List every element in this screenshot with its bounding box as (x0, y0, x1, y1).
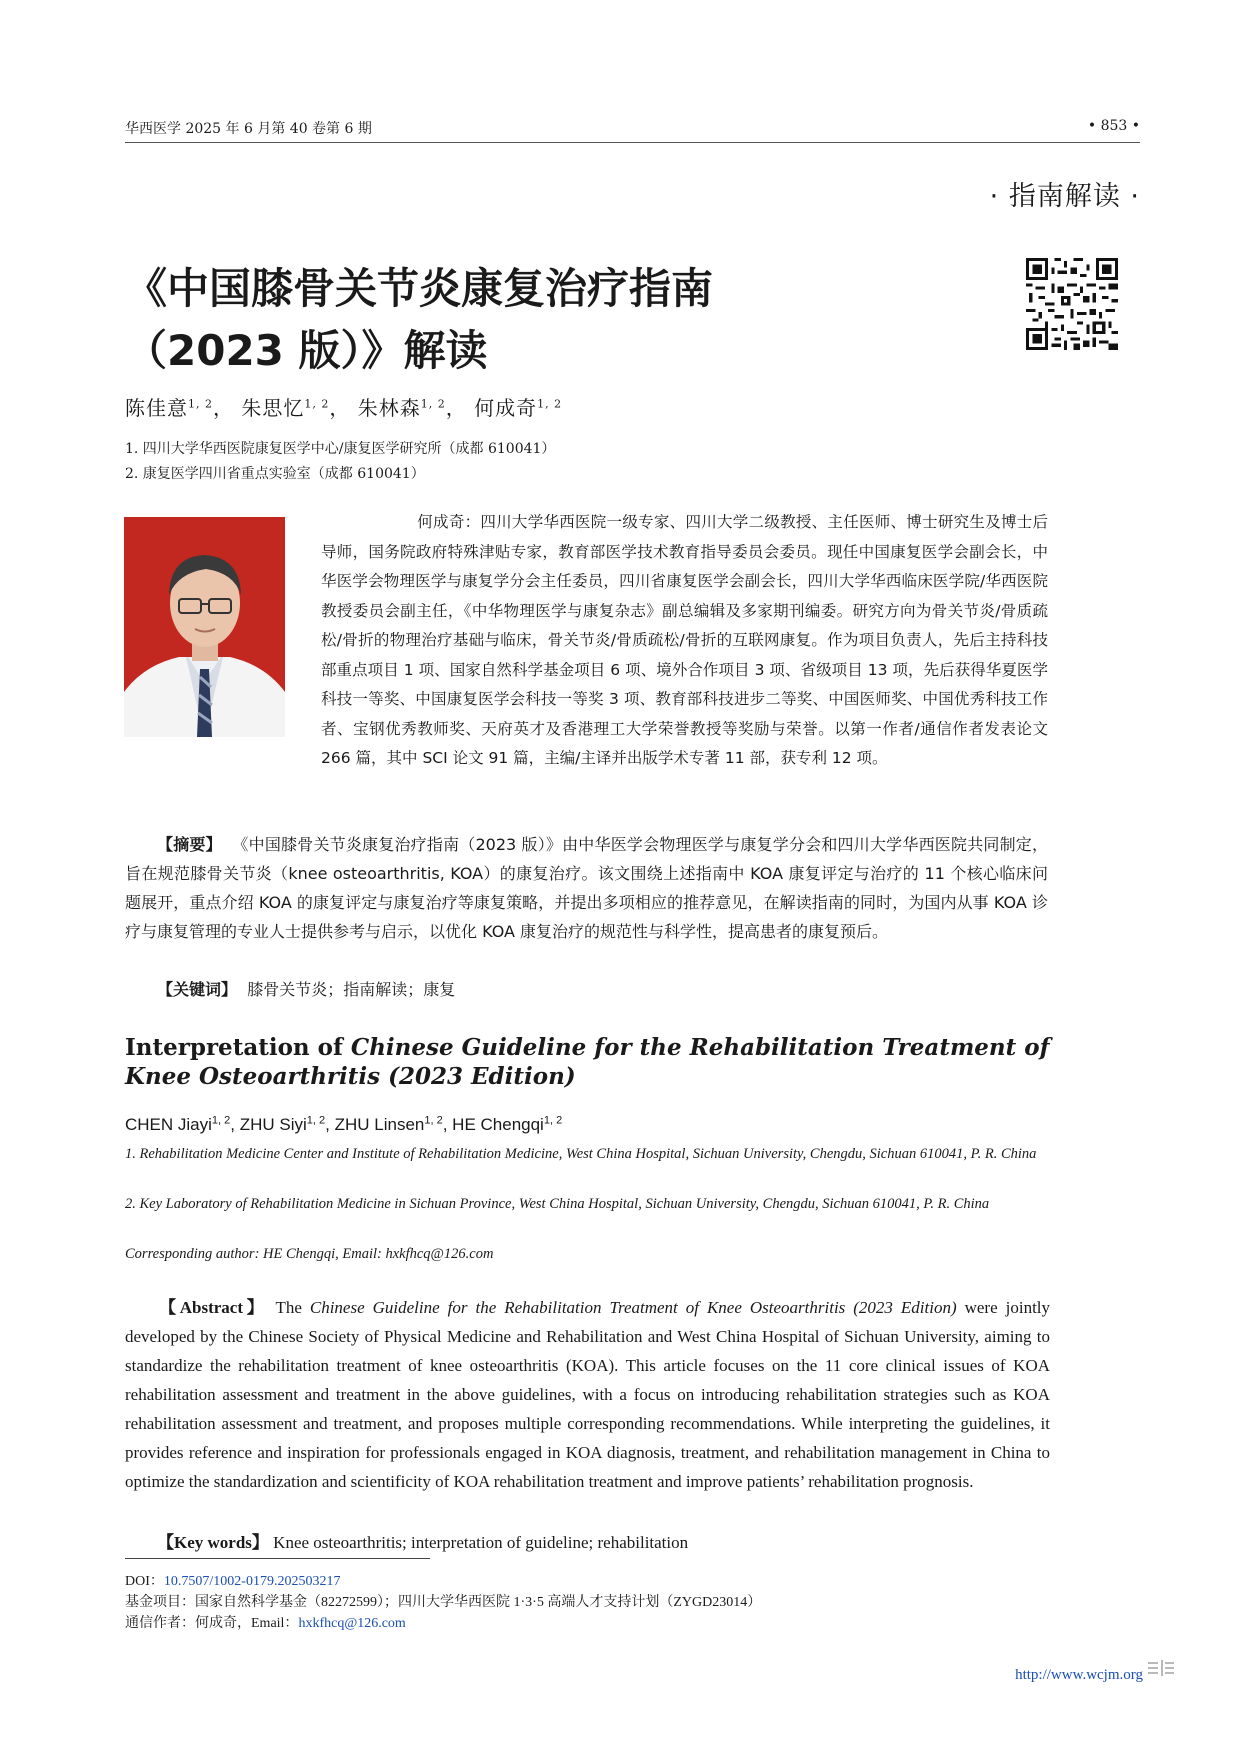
author-cn: 朱林森$^{1, 2}$， (357, 396, 467, 420)
author-cn: 何成奇$^{1, 2}$ (474, 396, 563, 420)
affiliation-en-2: 2. Key Laboratory of Rehabilitation Medicine in Sichuan Province, West China Hospital, Sichuan University, Chengdu, Sichuan 610041, P. R. China (125, 1196, 990, 1212)
abstract-en-label: 【Abstract】 (159, 1298, 268, 1317)
abstract-cn-label: 【摘要】 (157, 835, 222, 854)
keywords-cn-label: 【关键词】 (157, 980, 238, 999)
authors-cn (125, 392, 562, 421)
keywords-en-label: 【Key words】 (157, 1533, 269, 1552)
affiliation-cn-2: 2. 康复医学四川省重点实验室（成都 610041） (125, 466, 425, 482)
corr-label: 通信作者：何成奇，Email： (125, 1616, 299, 1631)
abstract-en-the: The (275, 1298, 310, 1317)
abstract-cn (125, 830, 1048, 946)
journal-logo-icon (1148, 1660, 1174, 1676)
author-en: HE Chengqi$^{1, 2}$ (452, 1114, 563, 1134)
doi-link[interactable]: 10.7507/1002-0179.202503217 (163, 1574, 341, 1589)
authors-en (125, 1114, 562, 1135)
keywords-cn-text: 膝骨关节炎；指南解读；康复 (247, 980, 456, 999)
keywords-cn (157, 977, 455, 1000)
title-line-2: （2023 版）》解读 (125, 326, 488, 375)
abstract-en-guideline-title: Chinese Guideline for the Rehabilitation Treatment of Knee Osteoarthritis (2023 Edition) (309, 1298, 957, 1317)
affiliation-cn-1: 1. 四川大学华西医院康复医学中心/康复医学研究所（成都 610041） (125, 441, 556, 457)
footnote-rule (125, 1558, 430, 1559)
page-number: • 853 • (1087, 118, 1140, 134)
author-en: ZHU Linsen$^{1, 2}$, (334, 1114, 453, 1134)
corresponding-author-cn (125, 1612, 406, 1632)
author-en: ZHU Siyi$^{1, 2}$, (239, 1114, 335, 1134)
abstract-en-text: were jointly developed by the Chinese Society of Physical Medicine and Rehabilitation and West China Hospital of Sichuan University, aiming to standardize the rehabilitation treatment of knee osteoarthritis (KOA). This article focuses on the 11 core clinical issues of KOA rehabilitation assessment and treatment in the above guidelines, with a focus on introducing rehabilitation strategies such as KOA rehabilitation assessment and treatment, and proposes multiple corresponding recommendations. While interpreting the guidelines, it provides reference and inspiration for professionals engaged in KOA diagnosis, treatment, and rehabilitation management in China to optimize the standardization and scientificity of KOA rehabilitation treatment and improve patients’ rehabilitation prognosis. (125, 1298, 1051, 1491)
title-en-italic: Chinese Guideline for the Rehabilitation Treatment of Knee Osteoarthritis (2023 Edition) (125, 1034, 1050, 1090)
corresponding-author-en: Corresponding author: HE Chengqi, Email: hxkfhcq@126.com (125, 1246, 494, 1262)
keywords-en-text: Knee osteoarthritis; interpretation of guideline; rehabilitation (273, 1533, 689, 1552)
keywords-en (157, 1528, 688, 1553)
abstract-cn-text: 《中国膝骨关节炎康复治疗指南（2023 版）》由中华医学会物理医学与康复学分会和四川大学华西医院共同制定，旨在规范膝骨关节炎（knee osteoarthritis, KOA）的康复治疗。该文围绕上述指南中 KOA 康复评定与治疗的 11 个核心临床问题展开，重点介绍 KOA 的康复评定与康复治疗等康复策略，并提出多项相应的推荐意见，在解读指南的同时，为国内从事 KOA 诊疗与康复管理的专业人士提供参考与启示，以优化 KOA 康复治疗的规范性与科学性，提高患者的康复预后。 (125, 835, 1049, 941)
funding-line: 基金项目：国家自然科学基金（82272599）；四川大学华西医院 1·3·5 高端人才支持计划（ZYGD23014） (125, 1595, 762, 1610)
journal-website-link[interactable]: http://www.wcjm.org (1015, 1667, 1143, 1683)
title-line-1: 《中国膝骨关节炎康复治疗指南 (125, 264, 714, 313)
article-title (125, 258, 885, 382)
section-tag: · 指南解读 · (989, 181, 1140, 212)
photo-spacer (125, 508, 321, 746)
author-cn: 朱思忆$^{1, 2}$， (241, 396, 351, 420)
author-cn: 陈佳意$^{1, 2}$， (125, 396, 234, 420)
doi-label: DOI： (125, 1574, 164, 1589)
biography-text: 何成奇：四川大学华西医院一级专家、四川大学二级教授、主任医师、博士研究生及博士后导师，国务院政府特殊津贴专家，教育部医学技术教育指导委员会委员。现任中国康复医学会副会长，中华医学会物理医学与康复学分会主任委员，四川省康复医学会副会长，四川大学华西临床医学院/华西医院教授委员会副主任，《中华物理医学与康复杂志》副总编辑及多家期刊编委。研究方向为骨关节炎/骨质疏松/骨折的物理治疗基础与临床，骨关节炎/骨质疏松/骨折的互联网康复。作为项目负责人，先后主持科技部重点项目 1 项、国家自然科学基金项目 6 项、境外合作项目 3 项、省级项目 13 项，先后获得华夏医学科技一等奖、中国康复医学会科技一等奖 3 项、教育部科技进步二等奖、中国医师奖、中国优秀科技工作者、宝钢优秀教师奖、天府英才及香港理工大学荣誉教授等奖励与荣誉。以第一作者/通信作者发表论文 266 篇，其中 SCI 论文 91 篇，主编/主译并出版学术专著 11 部，获专利 12 项。 (321, 513, 1048, 767)
header-rule (125, 142, 1140, 143)
article-title-en (125, 1033, 1060, 1091)
corr-email-link[interactable]: hxkfhcq@126.com (298, 1616, 406, 1631)
author-biography (125, 508, 1048, 774)
author-en: CHEN Jiayi$^{1, 2}$, (125, 1114, 240, 1134)
affiliation-en-1: 1. Rehabilitation Medicine Center and Institute of Rehabilitation Medicine, West China Hospital, Sichuan University, Chengdu, Sichuan 610041, P. R. China (125, 1146, 1037, 1162)
abstract-en (125, 1293, 1050, 1496)
journal-issue: 华西医学 2025 年 6 月第 40 卷第 6 期 (125, 121, 372, 137)
qr-code-icon[interactable] (1026, 258, 1118, 350)
title-en-prefix: Interpretation of (125, 1034, 351, 1061)
doi-line (125, 1570, 340, 1590)
